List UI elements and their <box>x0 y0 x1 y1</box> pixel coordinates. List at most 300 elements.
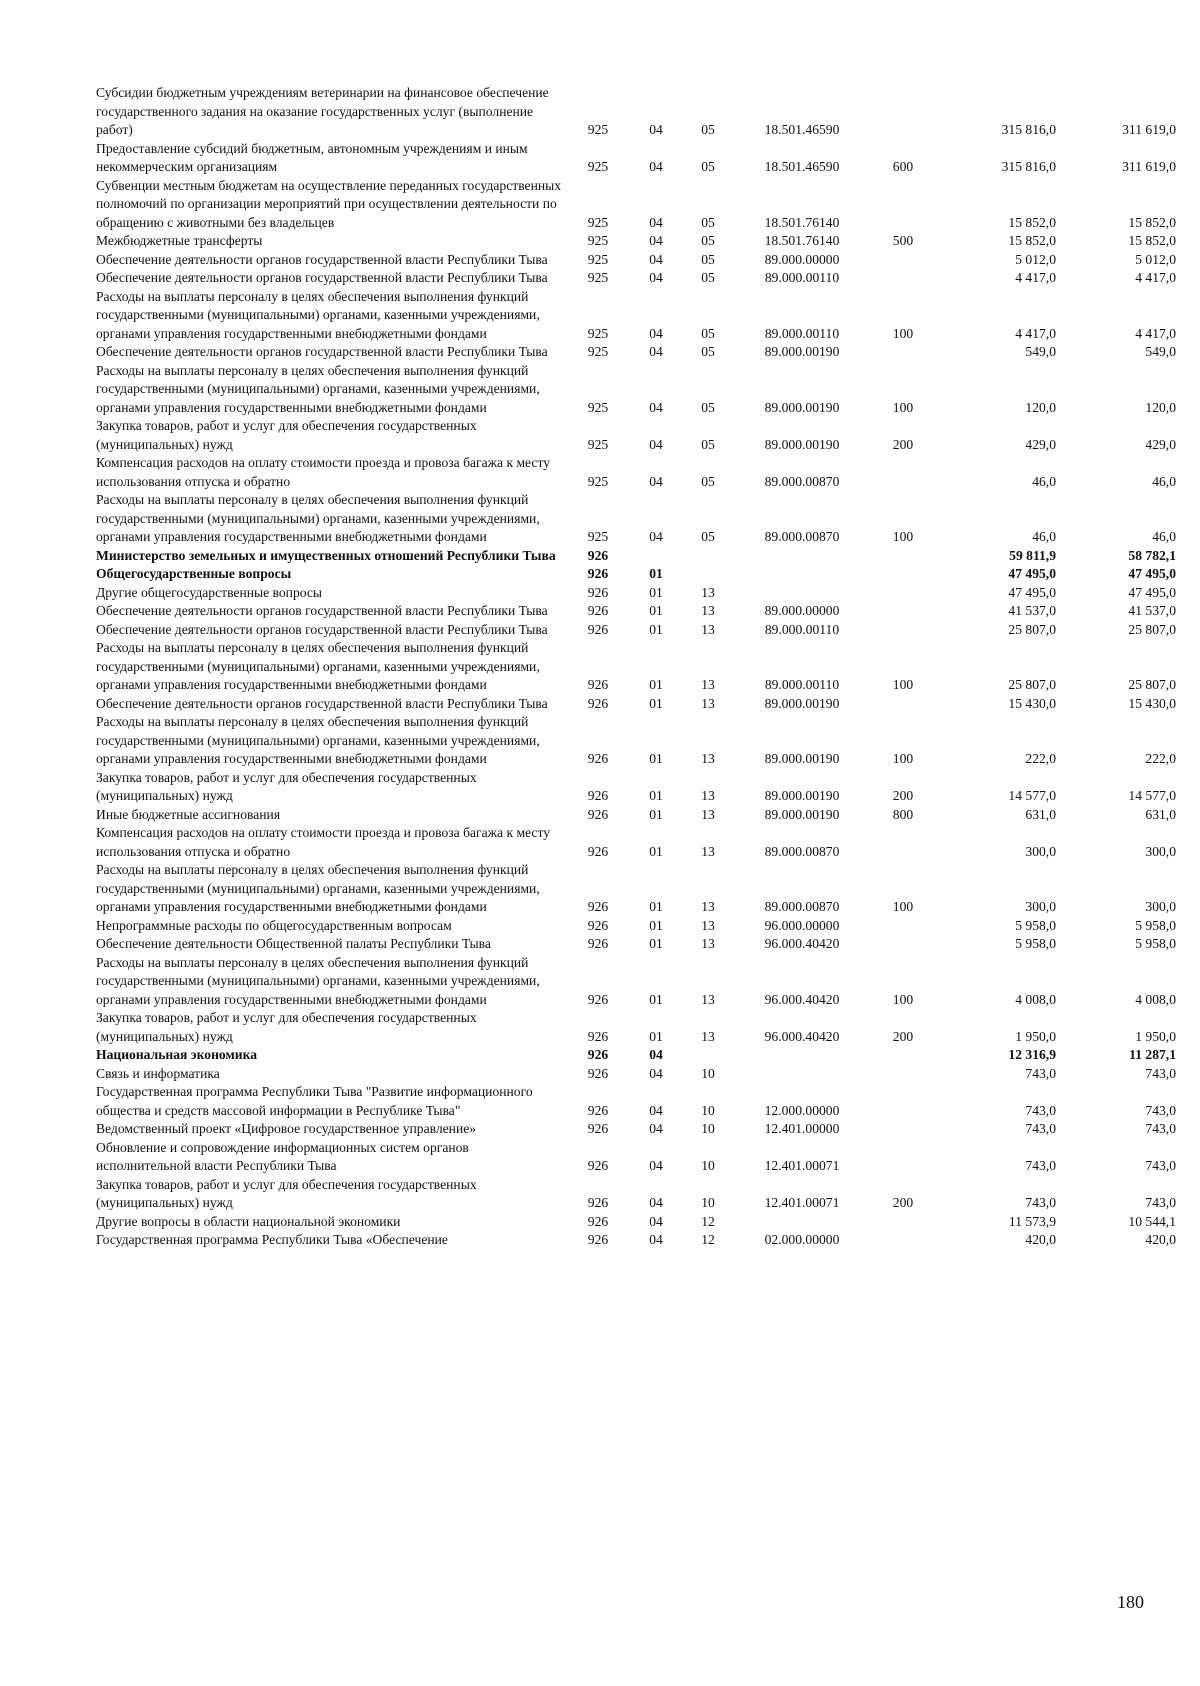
target-article-code: 89.000.00190 <box>764 751 840 766</box>
ved-code: 926 <box>587 1028 609 1044</box>
expense-type-code: 200 <box>892 436 914 452</box>
section-code: 04 <box>649 529 663 544</box>
target-article-code: 89.000.00000 <box>764 251 840 267</box>
amount-year-2: 743,0 <box>1145 1195 1176 1210</box>
target-article-code: 96.000.40420 <box>764 936 840 951</box>
amount-year-1: 47 495,0 <box>1008 566 1056 581</box>
expense-type-code: 800 <box>892 806 914 822</box>
row-name: Обеспечение деятельности органов государственной власти Республики Тыва <box>96 621 548 637</box>
table-row <box>96 1009 1176 1046</box>
amount-year-1: 25 807,0 <box>1008 677 1056 692</box>
row-name: Связь и информатика <box>96 1065 220 1081</box>
amount-year-1: 549,0 <box>1025 344 1056 359</box>
ved-code: 925 <box>587 214 609 230</box>
target-article-code <box>734 1213 870 1232</box>
row-name: Предоставление субсидий бюджетным, автономным учреждениям и иным некоммерческим организациям <box>96 140 528 174</box>
amount-year-2: 1 950,0 <box>1135 1028 1176 1044</box>
expense-type-code <box>870 269 936 288</box>
target-article-code: 96.000.40420 <box>764 1028 840 1044</box>
ved-code: 925 <box>587 473 609 489</box>
subsection-code: 10 <box>701 1065 715 1081</box>
expense-type-code <box>870 621 936 640</box>
row-name: Обеспечение деятельности органов государственной власти Республики Тыва <box>96 603 548 618</box>
table-row <box>96 584 1176 603</box>
subsection-code: 13 <box>701 936 715 951</box>
table-row-heading <box>96 1046 1176 1065</box>
expense-type-code <box>870 917 936 936</box>
amount-year-2: 25 807,0 <box>1128 621 1176 637</box>
subsection-code: 05 <box>701 344 715 359</box>
subsection-code: 05 <box>701 436 715 452</box>
row-name: Государственная программа Республики Тыва «Обеспечение <box>96 1232 448 1247</box>
budget-table <box>96 84 1176 1250</box>
amount-year-2: 10 544,1 <box>1128 1213 1176 1229</box>
ved-code: 925 <box>587 325 609 341</box>
target-article-code: 89.000.00190 <box>764 806 840 822</box>
subsection-code: 13 <box>701 806 715 822</box>
row-name: Расходы на выплаты персоналу в целях обеспечения выполнения функций государственными (муниципальными) органами, казенными учреждениями, органами управления государственными внебюджетными фондами <box>96 362 540 415</box>
table-row <box>96 84 1176 140</box>
table-row <box>96 491 1176 547</box>
subsection-code: 05 <box>701 473 715 489</box>
expense-type-code <box>870 547 936 566</box>
amount-year-1: 315 816,0 <box>1001 122 1056 137</box>
subsection-code: 13 <box>701 917 715 933</box>
expense-type-code: 100 <box>892 529 914 544</box>
subsection-code: 05 <box>701 529 715 544</box>
section-code: 04 <box>649 159 663 174</box>
amount-year-1: 120,0 <box>1025 399 1056 415</box>
subsection-code <box>682 547 734 566</box>
section-code: 04 <box>649 233 663 248</box>
ved-code: 926 <box>587 1213 609 1229</box>
amount-year-2: 41 537,0 <box>1128 603 1176 618</box>
amount-year-2: 46,0 <box>1152 473 1176 489</box>
table-row <box>96 362 1176 418</box>
section-code: 04 <box>649 1195 663 1210</box>
subsection-code: 10 <box>701 1121 715 1136</box>
ved-code: 926 <box>587 1195 609 1210</box>
amount-year-2: 429,0 <box>1145 436 1176 452</box>
amount-year-1: 46,0 <box>1032 473 1056 489</box>
subsection-code: 13 <box>701 991 715 1007</box>
expense-type-code <box>870 84 936 140</box>
amount-year-1: 300,0 <box>1025 899 1056 914</box>
expense-type-code <box>870 1046 936 1065</box>
amount-year-2: 420,0 <box>1145 1232 1176 1247</box>
section-code: 04 <box>649 344 663 359</box>
table-row <box>96 861 1176 917</box>
target-article-code: 12.401.00071 <box>764 1195 840 1210</box>
row-name: Расходы на выплаты персоналу в целях обеспечения выполнения функций государственными (муниципальными) органами, казенными учреждениями, органами управления государственными внебюджетными фондами <box>96 492 540 544</box>
section-code: 04 <box>649 122 663 137</box>
table-row <box>96 713 1176 769</box>
section-code: 04 <box>649 1213 663 1229</box>
table-row <box>96 1120 1176 1139</box>
amount-year-1: 4 417,0 <box>1015 270 1056 285</box>
target-article-code: 96.000.40420 <box>764 991 840 1007</box>
amount-year-1: 15 852,0 <box>1008 214 1056 230</box>
amount-year-1: 1 950,0 <box>1015 1028 1056 1044</box>
section-code: 04 <box>649 436 663 452</box>
section-code: 04 <box>649 399 663 415</box>
ved-code: 925 <box>587 270 609 285</box>
table-row-heading <box>96 547 1176 566</box>
row-name: Государственная программа Республики Тыва "Развитие информационного общества и средств массовой информации в Республике Тыва" <box>96 1084 533 1118</box>
section-code: 01 <box>649 991 663 1007</box>
expense-type-code: 100 <box>892 899 914 914</box>
ved-code: 926 <box>587 843 609 859</box>
amount-year-2: 14 577,0 <box>1128 788 1176 803</box>
subsection-code: 10 <box>701 1102 715 1118</box>
row-name: Субвенции местным бюджетам на осуществление переданных государственных полномочий по организации мероприятий при осуществлении деятельности по обращению с животными без владельцев <box>96 177 562 230</box>
expense-type-code <box>870 602 936 621</box>
row-name: Министерство земельных и имущественных отношений Республики Тыва <box>96 547 556 563</box>
table-row <box>96 695 1176 714</box>
expense-type-code: 100 <box>892 751 914 766</box>
table-row <box>96 251 1176 270</box>
amount-year-2: 300,0 <box>1145 899 1176 914</box>
row-name: Межбюджетные трансферты <box>96 233 263 248</box>
amount-year-2: 4 417,0 <box>1135 325 1176 341</box>
amount-year-2: 58 782,1 <box>1128 547 1176 563</box>
table-row <box>96 140 1176 177</box>
row-name: Закупка товаров, работ и услуг для обеспечения государственных (муниципальных) нужд <box>96 769 477 803</box>
row-name: Обеспечение деятельности Общественной палаты Республики Тыва <box>96 936 491 951</box>
table-row <box>96 954 1176 1010</box>
subsection-code: 12 <box>701 1232 715 1247</box>
row-name: Расходы на выплаты персоналу в целях обеспечения выполнения функций государственными (муниципальными) органами, казенными учреждениями, органами управления государственными внебюджетными фондами <box>96 714 540 766</box>
target-article-code: 12.000.00000 <box>764 1102 840 1118</box>
section-code: 01 <box>649 1028 663 1044</box>
table-row <box>96 1139 1176 1176</box>
row-name: Закупка товаров, работ и услуг для обеспечения государственных (муниципальных) нужд <box>96 1010 477 1044</box>
subsection-code: 05 <box>701 122 715 137</box>
table-row <box>96 454 1176 491</box>
table-row <box>96 1065 1176 1084</box>
row-name: Компенсация расходов на оплату стоимости проезда и провоза багажа к месту использования отпуска и обратно <box>96 825 551 859</box>
table-row <box>96 269 1176 288</box>
table-row <box>96 417 1176 454</box>
subsection-code: 13 <box>701 788 715 803</box>
subsection-code: 05 <box>701 251 715 267</box>
amount-year-2: 743,0 <box>1145 1158 1176 1173</box>
target-article-code: 89.000.00190 <box>764 695 840 711</box>
target-article-code <box>734 584 870 603</box>
ved-code: 926 <box>587 1158 609 1173</box>
expense-type-code <box>870 343 936 362</box>
amount-year-1: 41 537,0 <box>1008 603 1056 618</box>
amount-year-2: 15 430,0 <box>1128 695 1176 711</box>
amount-year-1: 5 958,0 <box>1015 936 1056 951</box>
row-name: Закупка товаров, работ и услуг для обеспечения государственных (муниципальных) нужд <box>96 418 477 452</box>
target-article-code: 18.501.46590 <box>764 159 840 174</box>
amount-year-1: 59 811,9 <box>1009 547 1056 563</box>
section-code: 01 <box>649 695 663 711</box>
target-article-code: 96.000.00000 <box>764 917 840 933</box>
amount-year-2: 47 495,0 <box>1128 566 1176 581</box>
expense-type-code: 100 <box>892 677 914 692</box>
row-name: Другие вопросы в области национальной экономики <box>96 1213 401 1229</box>
section-code: 01 <box>649 566 663 581</box>
ved-code: 925 <box>587 399 609 415</box>
amount-year-1: 12 316,9 <box>1008 1047 1056 1062</box>
subsection-code: 12 <box>701 1213 715 1229</box>
subsection-code: 05 <box>701 270 715 285</box>
expense-type-code: 100 <box>892 325 914 341</box>
target-article-code: 89.000.00190 <box>764 788 840 803</box>
amount-year-2: 4 417,0 <box>1135 270 1176 285</box>
section-code: 04 <box>649 251 663 267</box>
section-code: 01 <box>649 751 663 766</box>
section-code: 01 <box>649 806 663 822</box>
target-article-code <box>734 565 870 584</box>
amount-year-2: 5 012,0 <box>1135 251 1176 267</box>
amount-year-2: 300,0 <box>1145 843 1176 859</box>
section-code: 01 <box>649 917 663 933</box>
target-article-code <box>734 1065 870 1084</box>
section-code: 04 <box>649 214 663 230</box>
target-article-code: 89.000.00110 <box>764 325 840 341</box>
amount-year-1: 743,0 <box>1025 1121 1056 1136</box>
row-name: Закупка товаров, работ и услуг для обеспечения государственных (муниципальных) нужд <box>96 1176 477 1210</box>
amount-year-2: 15 852,0 <box>1128 233 1176 248</box>
ved-code: 926 <box>587 936 609 951</box>
ved-code: 926 <box>587 695 609 711</box>
expense-type-code <box>870 251 936 270</box>
table-row <box>96 177 1176 233</box>
expense-type-code: 100 <box>892 991 914 1007</box>
row-name: Расходы на выплаты персоналу в целях обеспечения выполнения функций государственными (муниципальными) органами, казенными учреждениями, органами управления государственными внебюджетными фондами <box>96 640 540 692</box>
subsection-code <box>682 1046 734 1065</box>
amount-year-1: 5 012,0 <box>1015 251 1056 267</box>
budget-table-body <box>96 84 1176 1250</box>
target-article-code <box>734 547 870 566</box>
ved-code: 926 <box>587 547 609 563</box>
row-name: Другие общегосударственные вопросы <box>96 584 323 600</box>
section-code: 04 <box>649 270 663 285</box>
target-article-code: 89.000.00190 <box>764 344 840 359</box>
amount-year-1: 631,0 <box>1025 806 1056 822</box>
section-code: 01 <box>649 621 663 637</box>
amount-year-2: 743,0 <box>1145 1121 1176 1136</box>
row-name: Компенсация расходов на оплату стоимости проезда и провоза багажа к месту использования отпуска и обратно <box>96 455 551 489</box>
ved-code: 926 <box>587 751 609 766</box>
target-article-code: 89.000.00190 <box>764 399 840 415</box>
section-code: 04 <box>649 1158 663 1173</box>
section-code: 01 <box>649 843 663 859</box>
table-row <box>96 917 1176 936</box>
section-code: 04 <box>649 1065 663 1081</box>
target-article-code: 12.401.00000 <box>764 1121 840 1136</box>
ved-code: 926 <box>587 806 609 822</box>
table-row <box>96 1083 1176 1120</box>
expense-type-code <box>870 454 936 491</box>
amount-year-1: 11 573,9 <box>1008 1213 1056 1229</box>
section-code: 01 <box>649 936 663 951</box>
target-article-code: 12.401.00071 <box>764 1158 840 1173</box>
amount-year-2: 743,0 <box>1145 1102 1176 1118</box>
ved-code: 925 <box>587 251 609 267</box>
expense-type-code <box>870 1120 936 1139</box>
ved-code: 925 <box>587 436 609 452</box>
subsection-code: 05 <box>701 214 715 230</box>
target-article-code: 02.000.00000 <box>764 1232 840 1247</box>
subsection-code: 13 <box>701 695 715 711</box>
section-code: 01 <box>649 899 663 914</box>
section-code: 04 <box>649 473 663 489</box>
subsection-code: 10 <box>701 1195 715 1210</box>
amount-year-2: 743,0 <box>1145 1065 1176 1081</box>
target-article-code: 89.000.00190 <box>764 436 840 452</box>
amount-year-2: 222,0 <box>1145 751 1176 766</box>
amount-year-2: 311 619,0 <box>1122 159 1176 174</box>
page-number: 180 <box>1117 1592 1144 1612</box>
amount-year-1: 15 430,0 <box>1008 695 1056 711</box>
table-row <box>96 232 1176 251</box>
expense-type-code: 600 <box>892 159 914 174</box>
amount-year-1: 5 958,0 <box>1015 917 1056 933</box>
expense-type-code <box>870 695 936 714</box>
row-name: Субсидии бюджетным учреждениям ветеринарии на финансовое обеспечение государственного задания на оказание государственных услуг (выполнение работ) <box>96 85 549 137</box>
target-article-code: 89.000.00000 <box>764 603 840 618</box>
table-row <box>96 1176 1176 1213</box>
target-article-code: 89.000.00870 <box>764 473 840 489</box>
expense-type-code: 500 <box>892 233 914 248</box>
subsection-code: 05 <box>701 399 715 415</box>
target-article-code: 18.501.46590 <box>764 122 840 137</box>
subsection-code: 13 <box>701 677 715 692</box>
ved-code: 926 <box>587 991 609 1007</box>
subsection-code: 13 <box>701 584 715 600</box>
amount-year-2: 549,0 <box>1145 344 1176 359</box>
ved-code: 926 <box>587 1232 609 1247</box>
subsection-code: 05 <box>701 233 715 248</box>
amount-year-2: 5 958,0 <box>1135 936 1176 951</box>
subsection-code: 13 <box>701 621 715 637</box>
ved-code: 925 <box>587 233 609 248</box>
target-article-code: 89.000.00110 <box>764 270 840 285</box>
amount-year-1: 4 008,0 <box>1015 991 1056 1007</box>
subsection-code: 05 <box>701 159 715 174</box>
target-article-code: 89.000.00110 <box>764 677 840 692</box>
expense-type-code <box>870 584 936 603</box>
expense-type-code <box>870 177 936 233</box>
amount-year-1: 46,0 <box>1032 529 1056 544</box>
target-article-code: 89.000.00870 <box>764 529 840 544</box>
row-name: Обеспечение деятельности органов государственной власти Республики Тыва <box>96 251 548 267</box>
amount-year-2: 46,0 <box>1152 529 1176 544</box>
section-code: 04 <box>649 1047 663 1062</box>
target-article-code: 89.000.00110 <box>764 621 840 637</box>
amount-year-2: 120,0 <box>1145 399 1176 415</box>
amount-year-2: 5 958,0 <box>1135 917 1176 933</box>
amount-year-2: 631,0 <box>1145 806 1176 822</box>
ved-code: 926 <box>587 621 609 637</box>
row-name: Обновление и сопровождение информационных систем органов исполнительной власти Республики Тыва <box>96 1139 469 1173</box>
expense-type-code <box>870 1083 936 1120</box>
ved-code: 926 <box>587 1102 609 1118</box>
row-name: Обеспечение деятельности органов государственной власти Республики Тыва <box>96 270 548 285</box>
ved-code: 926 <box>587 788 609 803</box>
table-row <box>96 1213 1176 1232</box>
amount-year-1: 47 495,0 <box>1008 584 1056 600</box>
amount-year-1: 429,0 <box>1025 436 1056 452</box>
expense-type-code: 100 <box>892 399 914 415</box>
subsection-code: 13 <box>701 751 715 766</box>
ved-code: 925 <box>587 159 609 174</box>
table-row <box>96 621 1176 640</box>
ved-code: 926 <box>587 584 609 600</box>
budget-document <box>96 84 1176 1250</box>
ved-code: 926 <box>587 899 609 914</box>
ved-code: 925 <box>587 344 609 359</box>
amount-year-1: 315 816,0 <box>1001 159 1056 174</box>
target-article-code: 89.000.00870 <box>764 899 840 914</box>
table-row-heading <box>96 565 1176 584</box>
section-code: 01 <box>649 788 663 803</box>
target-article-code: 89.000.00870 <box>764 843 840 859</box>
subsection-code: 13 <box>701 603 715 618</box>
ved-code: 926 <box>587 603 609 618</box>
amount-year-1: 222,0 <box>1025 751 1056 766</box>
expense-type-code <box>870 1231 936 1250</box>
ved-code: 925 <box>587 122 609 137</box>
subsection-code: 05 <box>701 325 715 341</box>
ved-code: 925 <box>587 529 609 544</box>
amount-year-1: 4 417,0 <box>1015 325 1056 341</box>
amount-year-1: 743,0 <box>1025 1065 1056 1081</box>
subsection-code <box>682 565 734 584</box>
ved-code: 926 <box>587 677 609 692</box>
expense-type-code: 200 <box>892 1028 914 1044</box>
expense-type-code <box>870 1065 936 1084</box>
table-row <box>96 602 1176 621</box>
table-row <box>96 769 1176 806</box>
amount-year-1: 300,0 <box>1025 843 1056 859</box>
amount-year-1: 25 807,0 <box>1008 621 1056 637</box>
amount-year-1: 743,0 <box>1025 1102 1056 1118</box>
section-code: 01 <box>649 677 663 692</box>
amount-year-2: 4 008,0 <box>1135 991 1176 1007</box>
table-row <box>96 288 1176 344</box>
section-code: 01 <box>649 603 663 618</box>
row-name: Общегосударственные вопросы <box>96 566 292 581</box>
section-code: 04 <box>649 1232 663 1247</box>
ved-code: 926 <box>587 566 609 581</box>
ved-code: 926 <box>587 1065 609 1081</box>
section-code: 04 <box>649 1102 663 1118</box>
expense-type-code: 200 <box>892 788 914 803</box>
ved-code: 926 <box>587 1121 609 1136</box>
amount-year-1: 743,0 <box>1025 1158 1056 1173</box>
table-row <box>96 1231 1176 1250</box>
table-row <box>96 806 1176 825</box>
ved-code: 926 <box>587 917 609 933</box>
row-name: Обеспечение деятельности органов государственной власти Республики Тыва <box>96 344 548 359</box>
row-name: Национальная экономика <box>96 1047 257 1062</box>
amount-year-2: 25 807,0 <box>1128 677 1176 692</box>
row-name: Расходы на выплаты персоналу в целях обеспечения выполнения функций государственными (муниципальными) органами, казенными учреждениями, органами управления государственными внебюджетными фондами <box>96 288 540 341</box>
row-name: Расходы на выплаты персоналу в целях обеспечения выполнения функций государственными (муниципальными) органами, казенными учреждениями, органами управления государственными внебюджетными фондами <box>96 862 540 914</box>
expense-type-code <box>870 824 936 861</box>
section-code: 01 <box>649 584 663 600</box>
subsection-code: 13 <box>701 899 715 914</box>
table-row <box>96 824 1176 861</box>
subsection-code: 13 <box>701 843 715 859</box>
amount-year-1: 14 577,0 <box>1008 788 1056 803</box>
ved-code: 926 <box>587 1047 609 1062</box>
